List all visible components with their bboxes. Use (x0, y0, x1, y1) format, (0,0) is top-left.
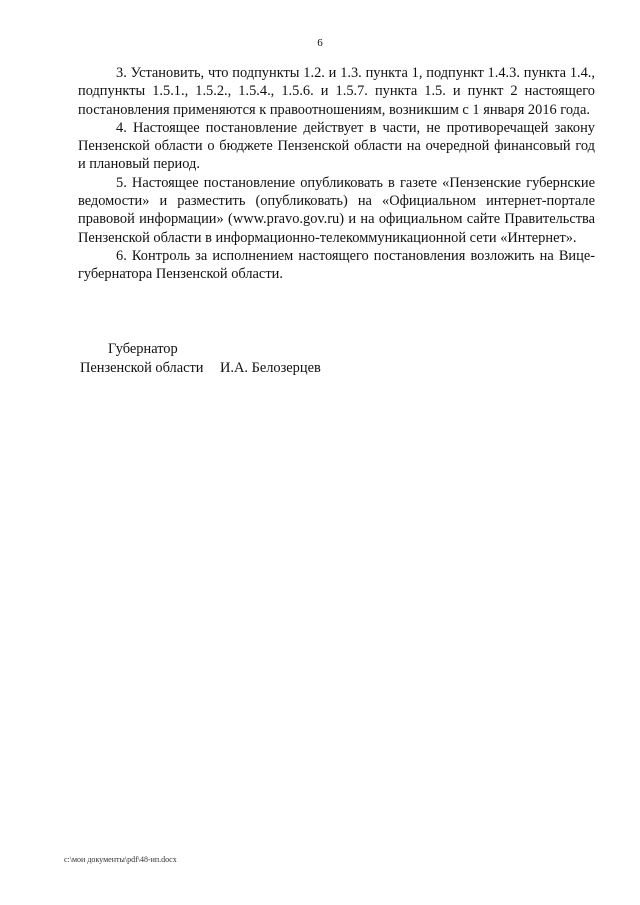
signatory-region: Пензенской области (80, 360, 204, 376)
document-body (78, 64, 595, 284)
signatory-title: Губернатор (108, 341, 178, 357)
footer-file-path: c:\мои документы\pdf\48-ип.docx (64, 855, 177, 864)
paragraph-4: 4. Настоящее постановление действует в части, не противоречащей закону Пензенской области о бюджете Пензенской области на очередной финансовый год и плановый период. (78, 119, 595, 173)
paragraph-6: 6. Контроль за исполнением настоящего постановления возложить на Вице-губернатора Пензенской области. (78, 247, 595, 283)
page-number: 6 (317, 37, 323, 49)
paragraph-5: 5. Настоящее постановление опубликовать в газете «Пензенские губернские ведомости» и разместить (опубликовать) на «Официальном интернет-портале правовой информации» (www.pravo.gov.ru) и на официальном сайте Правительства Пензенской области в информационно-телекоммуникационной сети «Интернет». (78, 174, 595, 246)
paragraph-3: 3. Установить, что подпункты 1.2. и 1.3. пункта 1, подпункт 1.4.3. пункта 1.4., подпункты 1.5.1., 1.5.2., 1.5.4., 1.5.6. и 1.5.7. пункта 1.5. и пункт 2 настоящего постановления применяются к правоотношениям, возникшим с 1 января 2016 года. (78, 65, 595, 118)
signatory-name: И.А. Белозерцев (220, 360, 321, 376)
signatory-row (80, 359, 321, 378)
signature-block (80, 340, 321, 378)
